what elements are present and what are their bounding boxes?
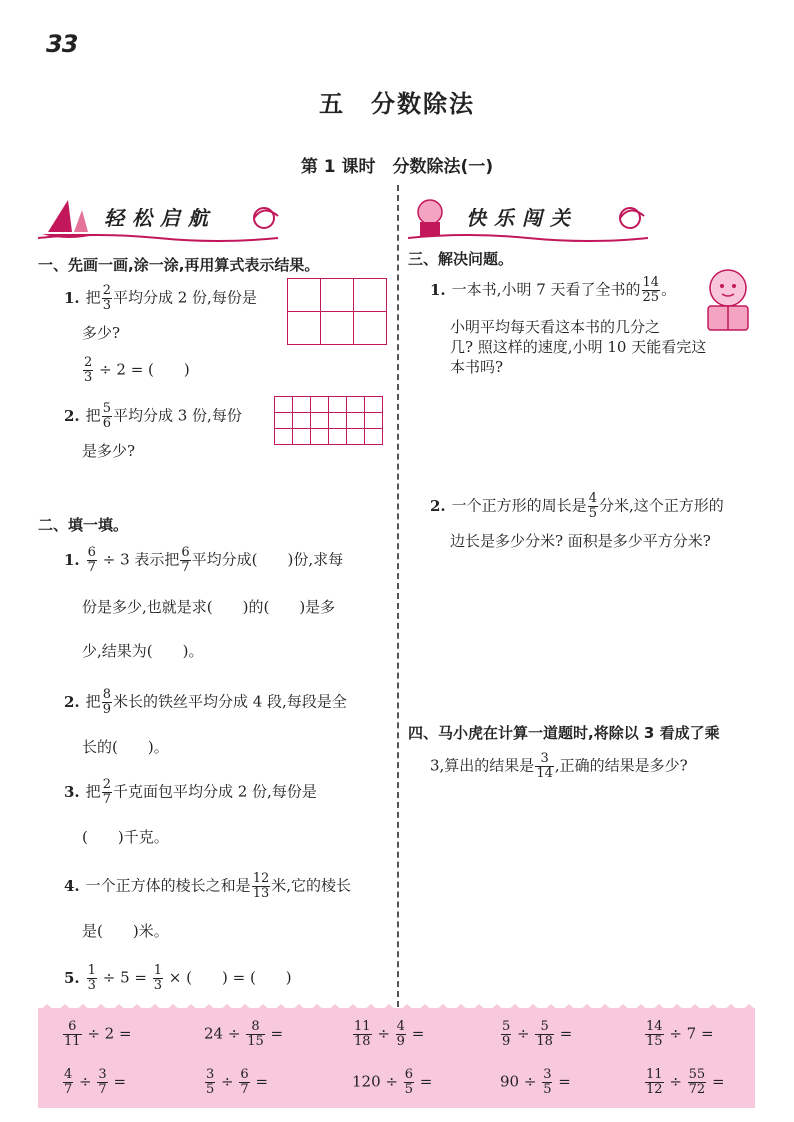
fill-4: 4. 一个正方体的棱长之和是 $\frac{12}{13}$ 米,它的棱长 [64,871,352,901]
calc-item: 120 ÷ $\frac{6}{5}$ = [352,1067,433,1097]
problem-1-line4: 本书吗? [450,358,504,376]
problem-1: 1. 一本书,小明 7 天看了全书的 $\frac{14}{25}$ 。 [430,275,677,305]
section-1-heading: 一、先画一画,涂一涂,再用算式表示结果。 [38,256,320,274]
fraction: $\frac{5}{9}$ [502,1019,511,1049]
banner-right-text: 快乐闯关 [466,206,578,230]
fraction: $\frac{6}{7}$ [240,1067,249,1097]
problem-2-line2: 边长是多少分米? 面积是多少平方分米? [450,532,711,550]
calc-item: $\frac{4}{7}$ ÷ $\frac{3}{7}$ = [64,1067,127,1097]
calc-item: 24 ÷ $\frac{8}{15}$ = [204,1019,284,1049]
calc-item: $\frac{6}{11}$ ÷ 2 = [64,1019,132,1049]
fraction: $\frac{11}{12}$ [646,1067,663,1097]
calc-grid [38,1008,755,1108]
section-2-heading: 二、填一填。 [38,516,129,534]
fraction: $\frac{4}{9}$ [396,1019,405,1049]
fill-1-line2: 份是多少,也就是求( )的( )是多 [82,598,336,616]
section-3-heading: 三、解决问题。 [408,250,514,268]
calc-box [38,1008,755,1108]
calc-item: $\frac{11}{18}$ ÷ $\frac{4}{9}$ = [354,1019,425,1049]
problem-1-line3: 几? 照这样的速度,小明 10 天能看完这 [450,338,707,356]
banner-left-text: 轻松启航 [104,206,216,230]
question-1-1-equation: $\frac{2}{3}$ ÷ 2 = ( ) [84,355,190,385]
fraction: $\frac{3}{5}$ [206,1067,215,1097]
question-1-1-line2: 多少? [82,324,121,342]
lesson-title: 第 1 课时 分数除法(一) [300,157,494,177]
problem-2: 2. 一个正方形的周长是 $\frac{4}{5}$ 分米,这个正方形的 [430,491,724,521]
drawing-grid-2x3[interactable] [287,278,387,345]
fill-1-line3: 少,结果为( )。 [82,642,204,660]
fraction: $\frac{3}{7}$ [98,1067,107,1097]
banner-right [408,196,658,240]
fraction: $\frac{55}{72}$ [688,1067,706,1097]
calc-item: $\frac{3}{5}$ ÷ $\frac{6}{7}$ = [206,1067,269,1097]
fraction: $\frac{6}{5}$ [404,1067,414,1097]
calc-item: 90 ÷ $\frac{3}{5}$ = [500,1067,571,1097]
problem-1-line2: 小明平均每天看这本书的几分之 [450,318,661,336]
fill-4-line2: 是( )米。 [82,922,169,940]
question-1-2-line2: 是多少? [82,442,136,460]
question-1-1: 1. 把 $\frac{2}{3}$ 平均分成 2 份,每份是 [64,283,257,313]
unit-title: 五 分数除法 [319,90,475,118]
fill-5: 5. $\frac{1}{3}$ ÷ 5 = $\frac{1}{3}$ × ( ) = ( ) [64,963,292,993]
fraction: $\frac{5}{18}$ [536,1019,553,1049]
fill-1: 1. $\frac{6}{7}$ ÷ 3 表示把 $\frac{6}{7}$ 平均分成( )份,求每 [64,545,344,575]
girl-reading-icon [700,266,756,336]
fraction: $\frac{6}{11}$ [64,1019,81,1049]
fill-2-line2: 长的( )。 [82,738,169,756]
section-4-heading: 四、马小虎在计算一道题时,将除以 3 看成了乘 [408,724,720,742]
calc-item: $\frac{5}{9}$ ÷ $\frac{5}{18}$ = [502,1019,573,1049]
fraction: $\frac{3}{5}$ [543,1067,552,1097]
calc-item: $\frac{14}{15}$ ÷ 7 = [646,1019,714,1049]
fraction: $\frac{14}{15}$ [646,1019,663,1049]
fraction: $\frac{4}{7}$ [64,1067,73,1097]
fill-3: 3. 把 $\frac{2}{7}$ 千克面包平均分成 2 份,每份是 [64,777,317,807]
banner-left [38,196,288,240]
fraction: $\frac{11}{18}$ [354,1019,371,1049]
drawing-grid-3x6[interactable] [274,396,383,445]
fill-2: 2. 把 $\frac{8}{9}$ 米长的铁丝平均分成 4 段,每段是全 [64,687,347,717]
section-4-line2: 3,算出的结果是 $\frac{3}{14}$ ,正确的结果是多少? [430,751,688,781]
fill-3-line2: ( )千克。 [82,828,169,846]
fraction: $\frac{8}{15}$ [247,1019,264,1049]
calc-item: $\frac{11}{12}$ ÷ $\frac{55}{72}$ = [646,1067,725,1097]
page-number: 33 [46,30,78,58]
column-divider [397,185,399,1007]
question-1-2: 2. 把 $\frac{5}{6}$ 平均分成 3 份,每份 [64,401,242,431]
